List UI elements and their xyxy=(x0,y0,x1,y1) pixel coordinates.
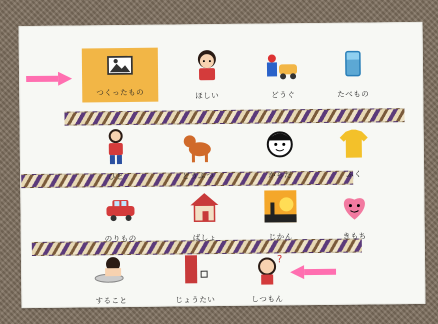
child-wanting-icon xyxy=(187,45,227,85)
face-icon xyxy=(260,124,300,164)
shirt-icon xyxy=(334,123,374,163)
card-label: しつもん xyxy=(251,294,284,304)
card-label: からだ xyxy=(268,170,293,180)
card-label: ばしょ xyxy=(192,233,217,243)
card-norimono[interactable] xyxy=(87,186,154,255)
door-icon xyxy=(175,249,215,289)
card-label: じかん xyxy=(268,232,293,242)
card-label: じょうたい xyxy=(175,295,216,305)
card-label: のりもの xyxy=(104,233,137,244)
card-label: きもち xyxy=(342,231,367,241)
card-joutai[interactable] xyxy=(162,247,229,308)
question-child-icon xyxy=(247,248,287,288)
picture-icon xyxy=(103,50,137,84)
dog-icon xyxy=(178,125,218,165)
card-shitsumon[interactable] xyxy=(234,246,301,308)
toys-icon xyxy=(263,44,303,84)
card-hoshii[interactable] xyxy=(174,43,241,112)
heart-face-icon xyxy=(334,185,374,225)
card-label: ふく xyxy=(346,169,363,179)
card-tabemono[interactable] xyxy=(320,41,387,110)
card-label: つくったもの xyxy=(96,87,145,98)
eating-icon xyxy=(91,250,131,290)
card-label: たべもの xyxy=(337,89,370,99)
communication-board xyxy=(19,22,426,308)
card-label: どうぐ xyxy=(271,90,296,100)
card-hito[interactable] xyxy=(83,124,150,193)
sunset-icon xyxy=(260,186,300,226)
card-jikan[interactable] xyxy=(247,184,314,253)
food-cup-icon xyxy=(333,43,373,83)
card-surukoto[interactable] xyxy=(78,248,145,308)
card-basho[interactable] xyxy=(171,185,238,254)
house-icon xyxy=(184,187,224,227)
card-tsukuttamono[interactable] xyxy=(82,48,159,103)
card-label: ほしい xyxy=(195,91,220,101)
card-label: ひと xyxy=(108,172,125,182)
board-row-1 xyxy=(20,41,423,121)
board-row-4 xyxy=(22,245,425,308)
card-label: すること xyxy=(95,295,128,306)
svg-text:?: ? xyxy=(276,254,283,266)
person-icon xyxy=(96,126,136,166)
card-karada[interactable] xyxy=(247,122,314,191)
card-kimochi[interactable] xyxy=(321,183,388,252)
car-icon xyxy=(100,188,140,228)
card-dougu[interactable] xyxy=(250,42,317,111)
card-label: どうぶつ xyxy=(182,171,215,181)
card-fuku[interactable] xyxy=(321,121,388,190)
card-doubutsu[interactable] xyxy=(165,123,232,192)
